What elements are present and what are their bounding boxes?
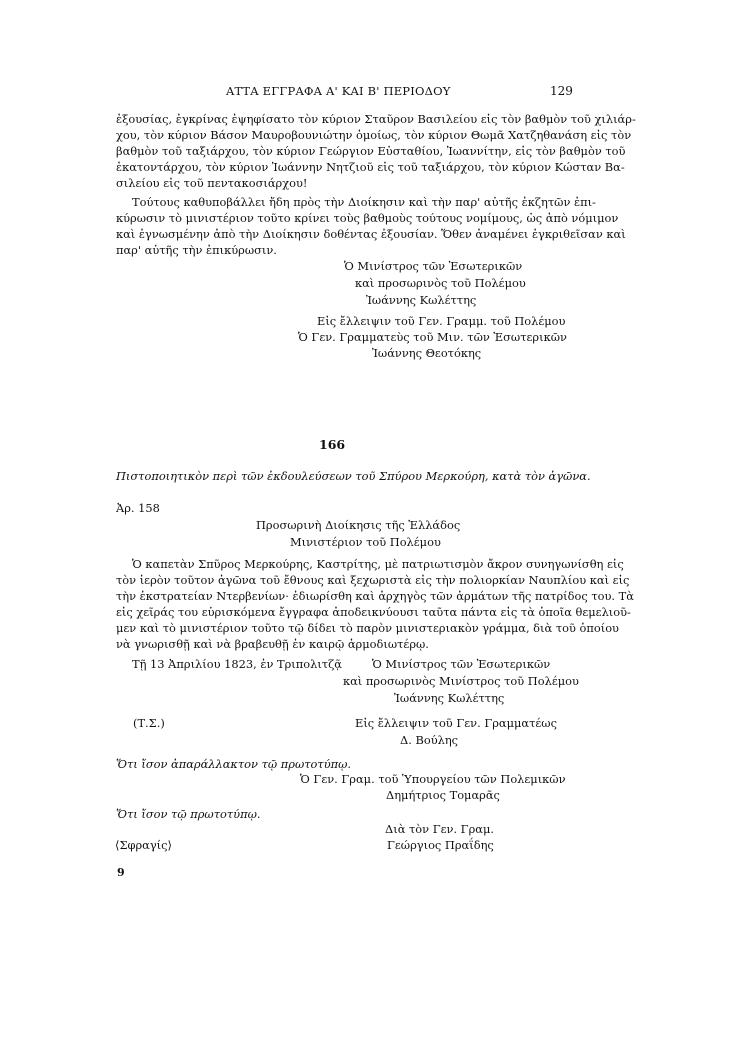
signature-name: Δημήτριος Τομαρᾶς xyxy=(386,788,500,802)
signature-line: Ὁ Γεν. Γραμ. τοῦ Ὑπουργείου τῶν Πολεμικῶν xyxy=(300,772,566,786)
printer-signature-mark: 9 xyxy=(117,866,125,879)
text-line: Ὁ καπετὰν Σπῦρος Μερκούρης, Καστρίτης, μὲ πατριωτισμὸν ἄκρον συνηγωνίσθη εἰς xyxy=(132,557,624,571)
signature-line: Εἰς ἔλλειψιν τοῦ Γεν. Γραμμ. τοῦ Πολέμου xyxy=(317,314,566,328)
seal-mark: (Τ.Σ.) xyxy=(133,716,165,730)
text-line: τὸν ἱερὸν τοῦτον ἀγῶνα τοῦ ἔθνους καὶ ξεχωριστὰ εἰς τὴν πολιορκίαν Ναυπλίου καὶ εἰς xyxy=(116,573,630,587)
text-line: ἐξουσίας, ἐγκρίνας ἐψηφίσατο τὸν κύριον Σταῦρον Βασιλείου εἰς τὸν βαθμὸν τοῦ χιλιάρ- xyxy=(116,112,636,126)
text-line: εἰς χεῖράς του εὑρισκόμενα ἔγγραφα ἀποδεικνύουσι ταῦτα πάντα εἰς τὰ ὁποῖα θεμελιοῦ- xyxy=(116,605,631,619)
running-title: ΑΤΤΑ ΕΓΓΡΑΦΑ Α' ΚΑΙ Β' ΠΕΡΙΟΔΟΥ xyxy=(226,84,451,98)
text-line: μεν καὶ τὸ μινιστέριον τοῦτο τῷ δίδει τὸ παρὸν μινιστεριακὸν γράμμα, διὰ τοῦ ὁποίου xyxy=(116,621,619,635)
text-line: βαθμὸν τοῦ ταξιάρχου, τὸν κύριον Γεώργιον Εὐσταθίου, Ἰωαννίτην, εἰς τὸν βαθμὸν τοῦ xyxy=(116,144,626,158)
document-title: Πιστοποιητικὸν περὶ τῶν ἐκδουλεύσεων τοῦ Σπύρου Μερκούρη, κατὰ τὸν ἀγῶνα. xyxy=(116,469,591,483)
text-line: Τούτους καθυποβάλλει ἤδη πρὸς τὴν Διοίκησιν καὶ τὴν παρ' αὐτῆς ἐκζητῶν ἐπι- xyxy=(132,195,596,209)
signature-line: Διὰ τὸν Γεν. Γραμ. xyxy=(385,822,494,836)
signature-name: Ἰωάννης Κωλέττης xyxy=(394,691,505,705)
text-line: νὰ γνωρισθῇ καὶ νὰ βραβευθῇ ἐν καιρῷ ἁρμοδιωτέρῳ. xyxy=(116,637,429,651)
seal-word: ⟨Σφραγίς⟩ xyxy=(115,838,172,852)
signature-name: Δ. Βούλης xyxy=(400,733,459,747)
signature-name: Ἰωάννης Κωλέττης xyxy=(366,293,477,307)
signature-line: Εἰς ἔλλειψιν τοῦ Γεν. Γραμματέως xyxy=(355,716,557,730)
date-place: Τῇ 13 Ἀπριλίου 1823, ἐν Τριπολιτζᾷ xyxy=(132,657,342,671)
signature-name: Ἰωάννης Θεοτόκης xyxy=(372,346,482,360)
document-number: 166 xyxy=(319,437,346,452)
text-line: σιλείου εἰς τοῦ πεντακοσιάρχου! xyxy=(116,176,308,190)
continuation-paragraph-1 xyxy=(116,111,636,191)
signature-line: Ὁ Μινίστρος τῶν Ἐσωτερικῶν xyxy=(372,657,551,671)
page-number: 129 xyxy=(550,84,573,98)
text-line: καὶ ἐγνωσμένην ἀπὸ τὴν Διοίκησιν δοθέντας ἐξουσίαν. Ὅθεν ἀναμένει ἐγκριθεῖσαν καὶ xyxy=(116,227,626,241)
signature-name: Γεώργιος Πραΐδης xyxy=(387,838,494,852)
signature-line: καὶ προσωρινὸς Μινίστρος τοῦ Πολέμου xyxy=(343,674,579,688)
signature-line: καὶ προσωρινὸς τοῦ Πολέμου xyxy=(355,276,526,290)
text-line: τὴν ἐκστρατείαν Ντερβενίων· ἐδιωρίσθη καὶ ἀρχηγὸς τῶν ἁρμάτων τῆς πατρίδος του. Τὰ xyxy=(116,589,634,603)
signature-line: Ὁ Γεν. Γραμματεὺς τοῦ Μιν. τῶν Ἐσωτερικῶν xyxy=(298,330,567,344)
document-heading: Μινιστέριον τοῦ Πολέμου xyxy=(290,535,441,549)
certification-line: Ὅτι ἴσον ἀπαράλλακτον τῷ πρωτοτύπῳ. xyxy=(116,757,352,771)
signature-line: Ὁ Μινίστρος τῶν Ἐσωτερικῶν xyxy=(344,259,523,273)
continuation-paragraph-2 xyxy=(116,194,626,258)
text-line: ἑκατοντάρχου, τὸν κύριον Ἰωάννην Νητζιοῦ εἰς τοῦ ταξιάρχου, τὸν κύριον Κώσταν Βα- xyxy=(116,160,625,174)
text-line: κύρωσιν τὸ μινιστέριον τοῦτο κρίνει τοὺς βαθμοὺς τούτους νομίμους, ὡς ἀπὸ νόμιμον xyxy=(116,211,619,225)
document-ref: Ἀρ. 158 xyxy=(116,501,160,515)
text-line: παρ' αὐτῆς τὴν ἐπικύρωσιν. xyxy=(116,243,277,257)
document-body xyxy=(116,556,634,652)
document-heading: Προσωρινὴ Διοίκησις τῆς Ἑλλάδος xyxy=(256,518,461,532)
certification-line: Ὅτι ἴσον τῷ πρωτοτύπῳ. xyxy=(116,807,261,821)
text-line: χου, τὸν κύριον Βάσον Μαυροβουνιώτην ὁμοίως, τὸν κύριον Θωμᾶ Χατζηθανάση εἰς τὸν xyxy=(116,128,632,142)
